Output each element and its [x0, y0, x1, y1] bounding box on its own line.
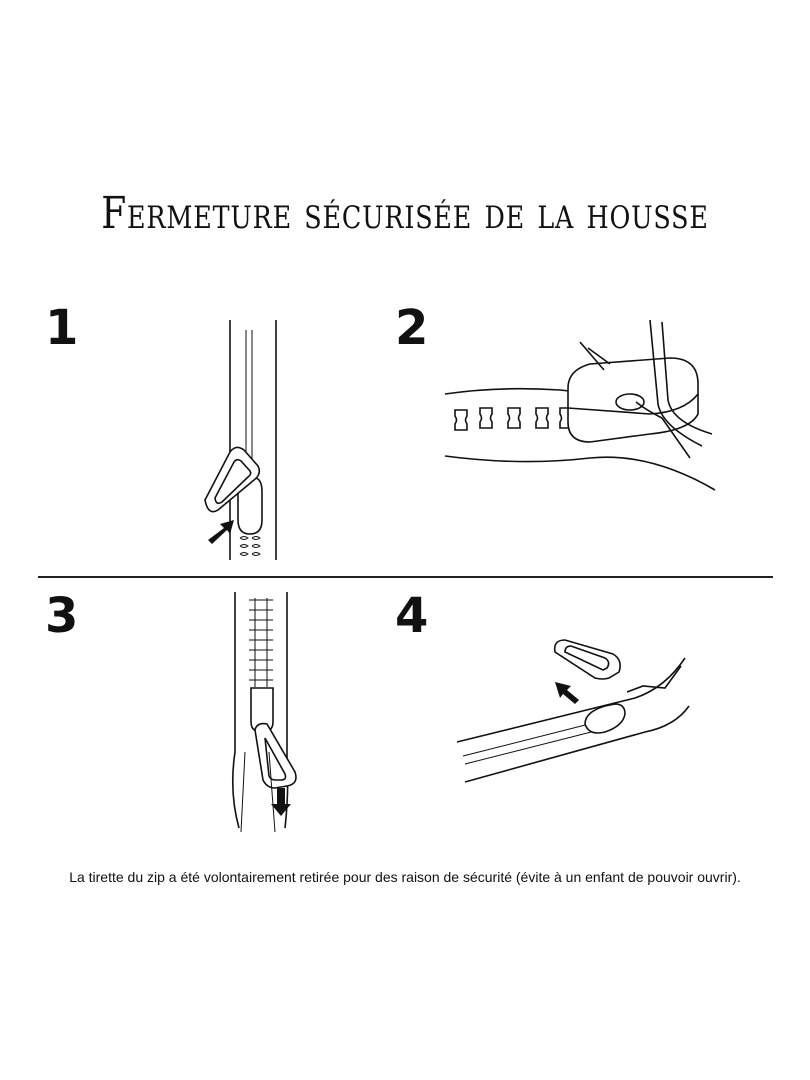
- step-3-illustration: [225, 592, 315, 832]
- fabric-right-edge: [285, 592, 288, 828]
- step-2-illustration: [440, 318, 720, 498]
- teeth-below-slider: [240, 537, 260, 556]
- step-4-number: 4: [395, 588, 429, 644]
- separated-teeth: [241, 752, 275, 832]
- pull-tab: [555, 640, 620, 679]
- step-4-illustration: [455, 632, 700, 787]
- panel-divider: [38, 576, 773, 578]
- tape-bottom-edge: [445, 456, 715, 490]
- step-3-number: 3: [45, 588, 79, 644]
- safety-caption: La tirette du zip a été volontairement retirée pour des raison de sécurité (évite à un enfant de pouvoir ouvrir).: [69, 869, 741, 885]
- zipper-teeth: [249, 598, 273, 687]
- page-title: Fermeture sécurisée de la housse: [101, 188, 709, 239]
- zipper-teeth: [455, 408, 570, 430]
- arrow-icon: [555, 682, 579, 704]
- step-1-number: 1: [45, 300, 79, 356]
- tape-top-edge: [445, 389, 576, 394]
- step-2-number: 2: [395, 300, 429, 356]
- fabric-left-edge: [233, 592, 239, 828]
- step-1-illustration: [190, 320, 300, 560]
- fabric-bottom-edge: [465, 706, 689, 782]
- slider-body: [568, 358, 698, 442]
